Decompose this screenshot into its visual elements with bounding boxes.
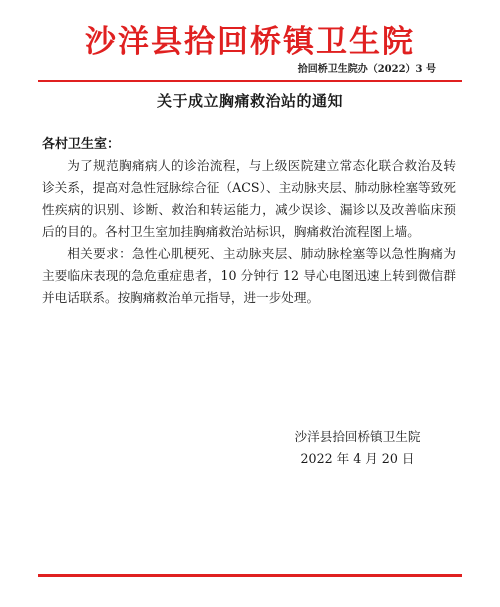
header-divider: [38, 80, 462, 82]
signature-date: 2022 年 4 月 20 日: [300, 451, 415, 466]
salutation: 各村卫生室：: [42, 137, 121, 152]
document-subject: 关于成立胸痛救治站的通知: [156, 92, 343, 110]
footer-divider: [38, 574, 462, 577]
body-paragraph: 相关要求：急性心肌梗死、主动脉夹层、肺动脉栓塞等以急性胸痛为主要临床表现的急危重症患者，10 分钟行 12 导心电图迅速上转到微信群并电话联系。按胸痛救治单元指导，进一步处理。: [42, 246, 456, 305]
body-paragraph: 为了规范胸痛病人的诊治流程，与上级医院建立常态化联合救治及转诊关系，提高对急性冠脉综合征（ACS）、主动脉夹层、肺动脉栓塞等致死性疾病的识别、诊断、救治和转运能力，减少误诊、漏诊以及改善临床预后的目的。各村卫生室加挂胸痛救治站标识，胸痛救治流程图上墙。: [42, 158, 456, 239]
document-header-title: 沙洋县拾回桥镇卫生院: [85, 24, 415, 60]
signature-organization: 沙洋县拾回桥镇卫生院: [294, 429, 421, 444]
document-number: 拾回桥卫生院办（2022）3 号: [297, 64, 436, 75]
document-body: [42, 155, 456, 309]
signature-block: [270, 426, 445, 470]
